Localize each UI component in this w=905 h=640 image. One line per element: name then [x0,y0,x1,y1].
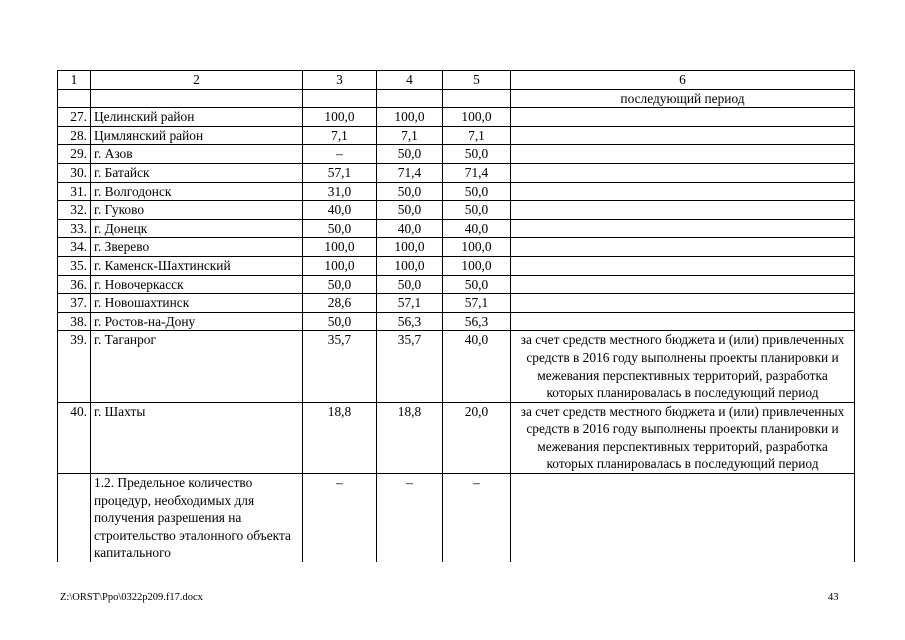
municipality-name: г. Ростов-на-Дону [91,312,303,331]
value-col-5: 50,0 [443,201,511,220]
value-col-3: 50,0 [303,312,377,331]
table-row [58,402,855,473]
page-number: 43 [828,592,839,603]
value-col-5: 100,0 [443,256,511,275]
value-col-4: 50,0 [377,145,443,164]
value-col-5: 100,0 [443,238,511,257]
value-col-3: 50,0 [303,219,377,238]
value-col-4: 100,0 [377,238,443,257]
value-col-4: 50,0 [377,201,443,220]
municipality-name: г. Донецк [91,219,303,238]
table-row [58,201,855,220]
table-row [58,312,855,331]
table-row [58,126,855,145]
value-col-4: 18,8 [377,402,443,473]
continued-note: последующий период [511,89,855,108]
table-row [58,256,855,275]
value-col-4: 57,1 [377,294,443,313]
table-row [58,145,855,164]
municipality-name: Цимлянский район [91,126,303,145]
col-number-5: 5 [443,71,511,90]
col-number-1: 1 [58,71,91,90]
row-number: 35. [58,256,91,275]
note-cell [511,275,855,294]
municipality-name: г. Новошахтинск [91,294,303,313]
value-col-3: 31,0 [303,182,377,201]
continued-row [58,89,855,108]
section-title: 1.2. Предельное количество процедур, необходимых для получения разрешения на строительство эталонного объекта капитального [91,474,303,562]
note-cell [511,256,855,275]
table-row [58,238,855,257]
value-col-5: 20,0 [443,402,511,473]
value-col-3: 35,7 [303,331,377,402]
value-col-5: 71,4 [443,163,511,182]
table-row [58,275,855,294]
value-col-3: 40,0 [303,201,377,220]
row-number: 31. [58,182,91,201]
row-number: 40. [58,402,91,473]
value-col-4: 100,0 [377,108,443,127]
empty-cell [303,89,377,108]
note-cell [511,145,855,164]
value-col-5: 50,0 [443,182,511,201]
value-col-5: 50,0 [443,145,511,164]
value-col-3: – [303,474,377,562]
municipality-name: Целинский район [91,108,303,127]
footer-file-path: Z:\ORST\Ppo\0322p209.f17.docx [60,592,203,603]
note-cell [511,126,855,145]
value-col-5: 100,0 [443,108,511,127]
row-number: 34. [58,238,91,257]
value-col-4: 71,4 [377,163,443,182]
row-number: 33. [58,219,91,238]
table-row [58,331,855,402]
value-col-5: 40,0 [443,219,511,238]
value-col-4: 50,0 [377,275,443,294]
value-col-3: 100,0 [303,256,377,275]
value-col-4: 50,0 [377,182,443,201]
municipality-name: г. Зверево [91,238,303,257]
value-col-3: 28,6 [303,294,377,313]
value-col-4: 100,0 [377,256,443,275]
note-cell [511,163,855,182]
value-col-3: – [303,145,377,164]
municipality-name: г. Таганрог [91,331,303,402]
row-number: 37. [58,294,91,313]
empty-cell [58,474,91,562]
municipality-name: г. Каменск-Шахтинский [91,256,303,275]
note-cell [511,238,855,257]
row-number: 30. [58,163,91,182]
value-col-5: 57,1 [443,294,511,313]
col-number-3: 3 [303,71,377,90]
row-number: 27. [58,108,91,127]
table-row [58,108,855,127]
value-col-5: 50,0 [443,275,511,294]
row-number: 28. [58,126,91,145]
empty-cell [511,474,855,562]
row-number: 32. [58,201,91,220]
note-cell [511,219,855,238]
municipality-name: г. Волгодонск [91,182,303,201]
table-row [58,219,855,238]
col-number-6: 6 [511,71,855,90]
empty-cell [91,89,303,108]
table-row [58,294,855,313]
note-cell [511,294,855,313]
empty-cell [58,89,91,108]
value-col-3: 100,0 [303,108,377,127]
municipality-name: г. Новочеркасск [91,275,303,294]
note-cell: за счет средств местного бюджета и (или) привлеченных средств в 2016 году выполнены проекты планировки и межевания перспективных территорий, разработка которых планировалась в последующий период [511,402,855,473]
row-number: 39. [58,331,91,402]
value-col-5: 7,1 [443,126,511,145]
header-row [58,71,855,90]
value-col-4: 56,3 [377,312,443,331]
indicators-table [57,70,855,562]
value-col-3: 57,1 [303,163,377,182]
row-number: 29. [58,145,91,164]
value-col-5: 40,0 [443,331,511,402]
value-col-4: 40,0 [377,219,443,238]
note-cell [511,201,855,220]
value-col-4: 35,7 [377,331,443,402]
table-row [58,163,855,182]
note-cell [511,312,855,331]
section-row [58,474,855,562]
empty-cell [377,89,443,108]
row-number: 38. [58,312,91,331]
value-col-5: 56,3 [443,312,511,331]
value-col-5: – [443,474,511,562]
municipality-name: г. Шахты [91,402,303,473]
value-col-3: 50,0 [303,275,377,294]
table-row [58,182,855,201]
municipality-name: г. Гуково [91,201,303,220]
value-col-3: 100,0 [303,238,377,257]
value-col-4: 7,1 [377,126,443,145]
note-cell [511,182,855,201]
col-number-2: 2 [91,71,303,90]
empty-cell [443,89,511,108]
note-cell: за счет средств местного бюджета и (или) привлеченных средств в 2016 году выполнены проекты планировки и межевания перспективных территорий, разработка которых планировалась в последующий период [511,331,855,402]
row-number: 36. [58,275,91,294]
value-col-3: 7,1 [303,126,377,145]
note-cell [511,108,855,127]
col-number-4: 4 [377,71,443,90]
value-col-4: – [377,474,443,562]
value-col-3: 18,8 [303,402,377,473]
municipality-name: г. Азов [91,145,303,164]
municipality-name: г. Батайск [91,163,303,182]
